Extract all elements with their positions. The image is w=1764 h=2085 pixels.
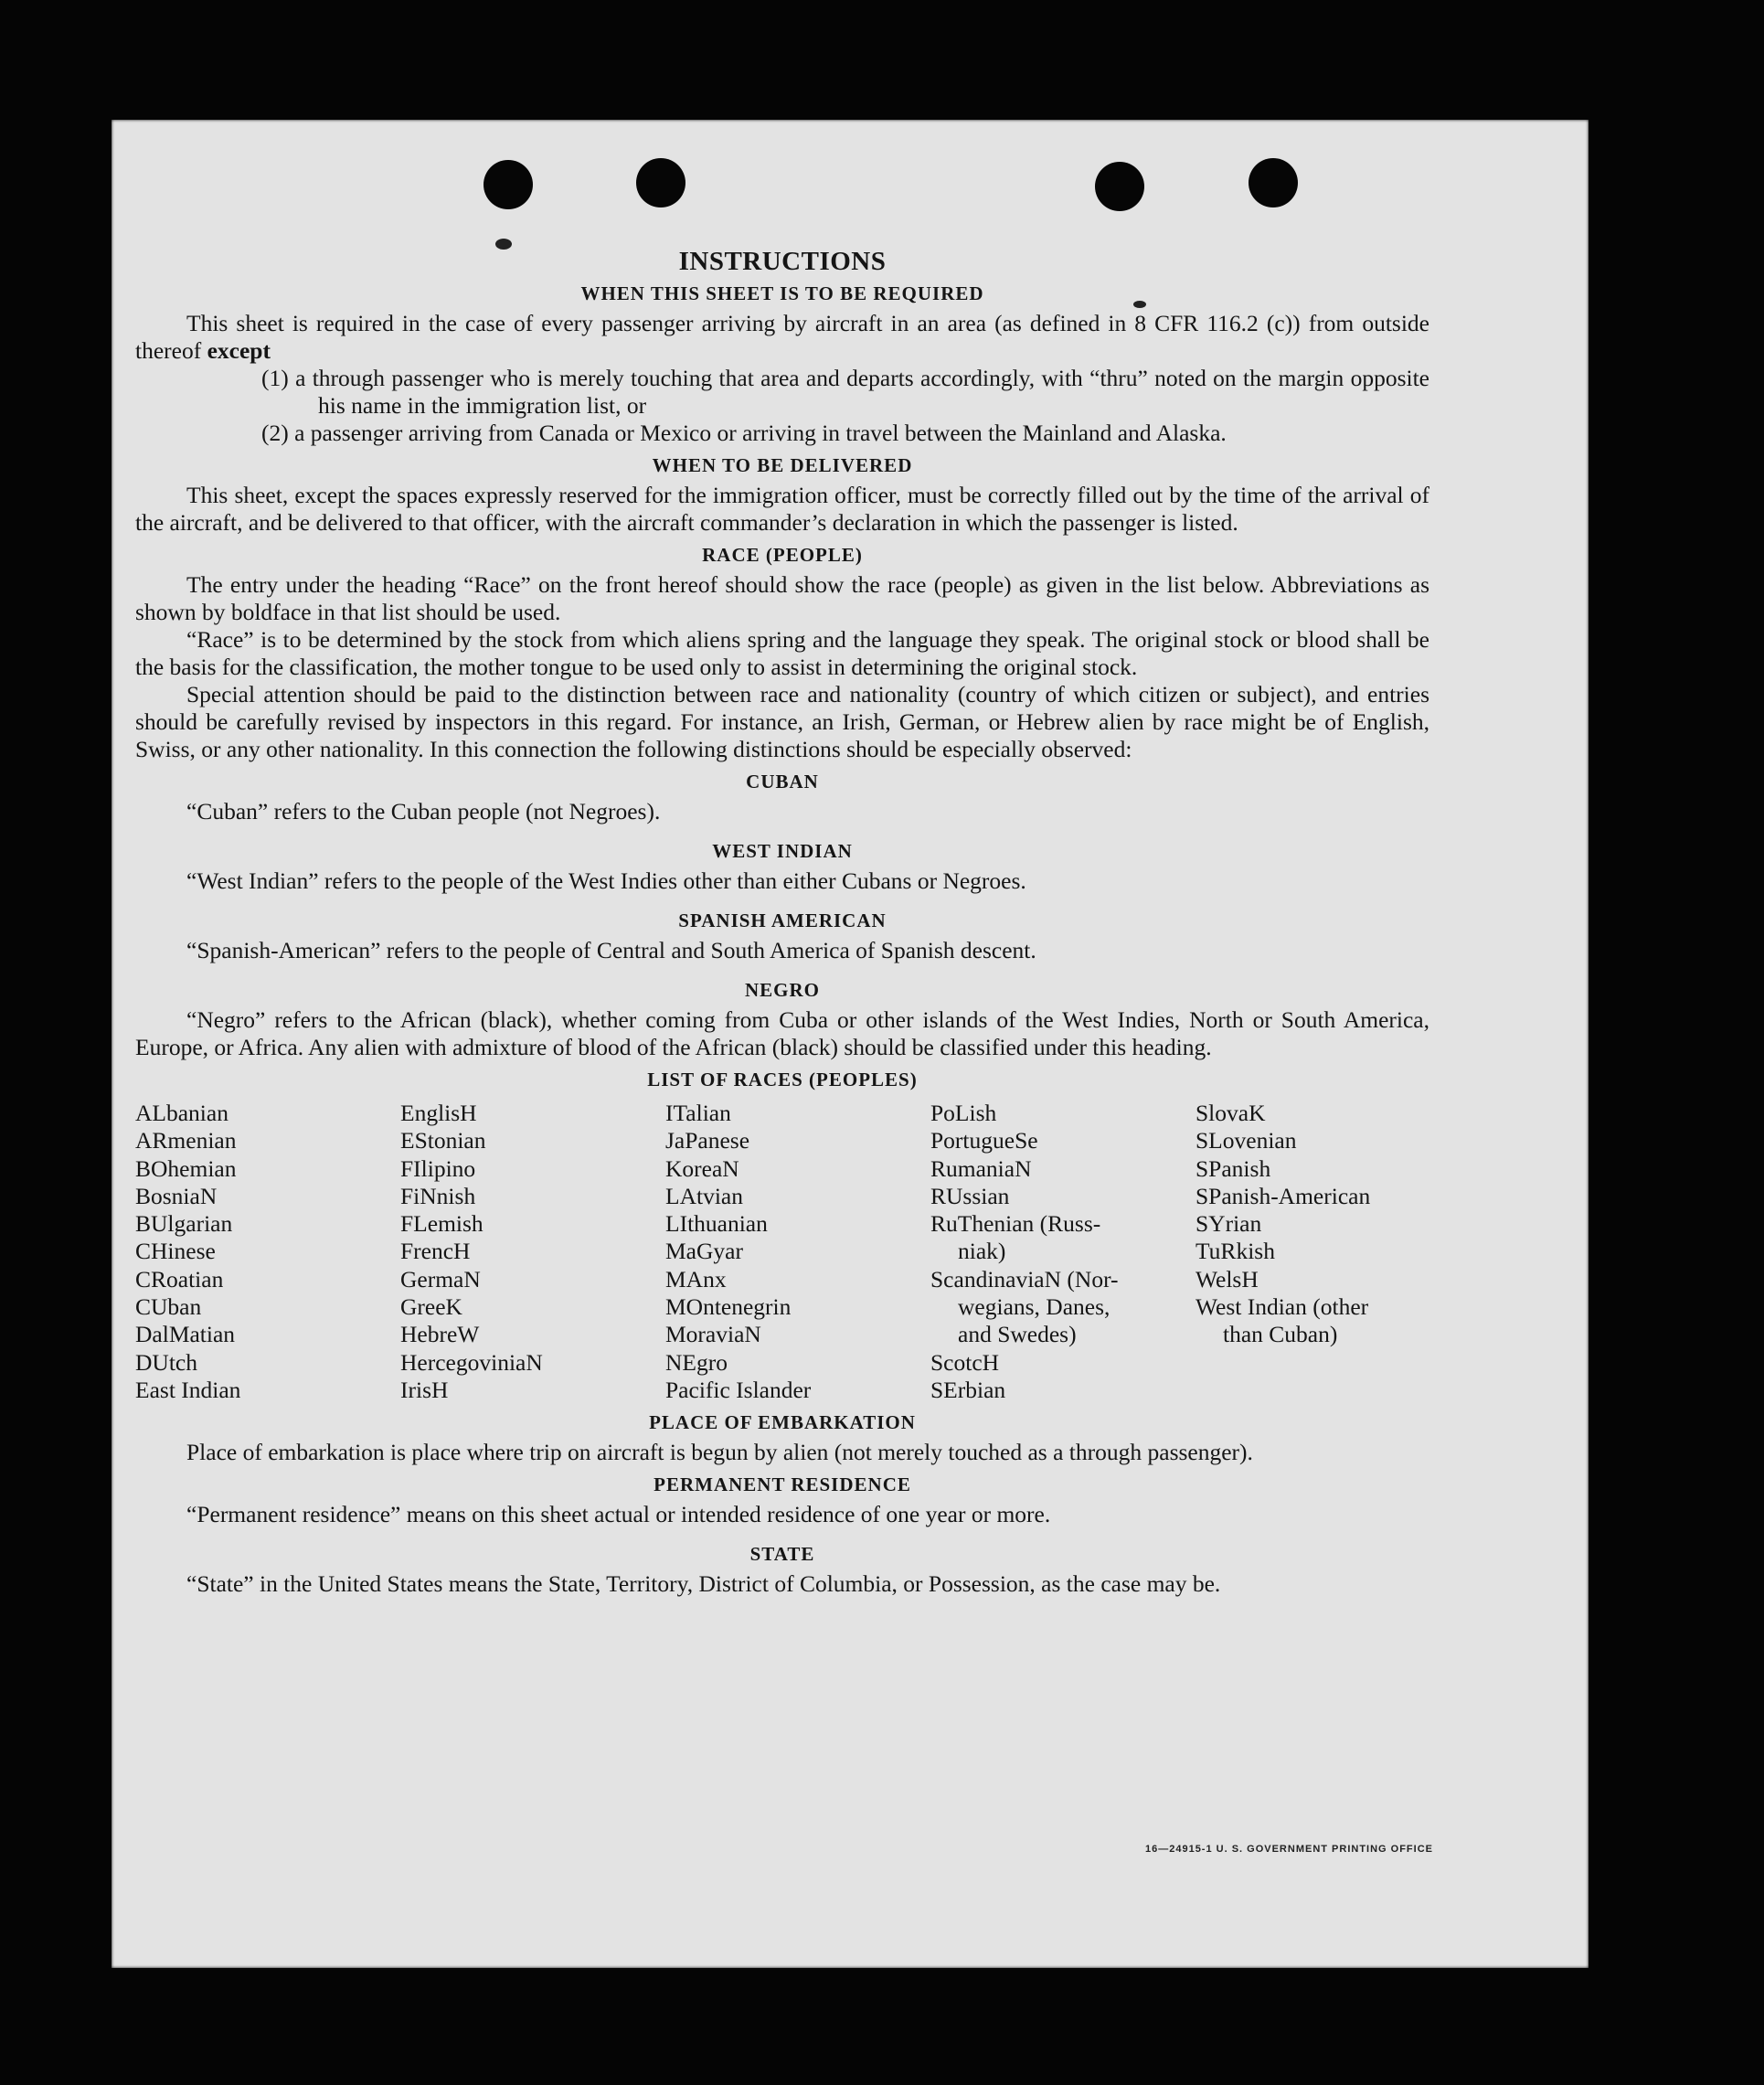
race-item: TuRkish [1195, 1238, 1275, 1265]
race-item: FrencH [400, 1238, 471, 1265]
race-column [400, 1100, 665, 1404]
race-column [665, 1100, 930, 1404]
race-item: ITalian [665, 1100, 731, 1126]
race-item: MAnx [665, 1265, 727, 1292]
race-item: PoLish [930, 1100, 997, 1126]
race-item: BOhemian [135, 1154, 237, 1182]
section-heading-required: WHEN THIS SHEET IS TO BE REQUIRED [580, 282, 984, 304]
race-item: HebreW [400, 1321, 480, 1348]
race-item: EStonian [400, 1127, 486, 1154]
punch-hole [484, 160, 533, 209]
instructions-body [135, 248, 1429, 1598]
race-item: GermaN [400, 1265, 481, 1292]
race-item: MaGyar [665, 1238, 743, 1265]
section-heading-state: STATE [749, 1543, 815, 1566]
section-heading-spanish-american: SPANISH AMERICAN [678, 910, 887, 931]
section-heading-residence: PERMANENT RESIDENCE [654, 1473, 911, 1496]
race-paragraph: The entry under the heading “Race” on the front hereof should show the race (people) as given in the list below. Abbreviations as shown by boldface in that list should be used. [135, 571, 1429, 625]
race-item: and Swedes) [958, 1321, 1077, 1348]
punch-hole [636, 158, 685, 207]
race-item: WelsH [1195, 1265, 1259, 1292]
race-item: SErbian [930, 1376, 1006, 1403]
west-indian-paragraph: “West Indian” refers to the people of the West Indies other than either Cubans or Negroes. [186, 867, 1026, 894]
race-item: PortugueSe [930, 1127, 1038, 1154]
race-item: SYrian [1195, 1210, 1262, 1238]
section-heading-delivered: WHEN TO BE DELIVERED [652, 454, 913, 476]
race-item: RUssian [930, 1182, 1010, 1209]
residence-paragraph: “Permanent residence” means on this sheet actual or intended residence of one year or more. [186, 1501, 1051, 1528]
race-item: ARmenian [135, 1127, 237, 1154]
race-item: LIthuanian [665, 1210, 768, 1238]
race-item: CRoatian [135, 1265, 224, 1292]
race-item: BUlgarian [135, 1210, 233, 1238]
race-item: NEgro [665, 1348, 728, 1376]
race-item: DalMatian [135, 1321, 236, 1348]
race-item: MOntenegrin [665, 1293, 792, 1321]
section-heading-cuban: CUBAN [746, 771, 819, 793]
exception-item: (2) a passenger arriving from Canada or Mexico or arriving in travel between the Mainland and Alaska. [261, 420, 1227, 446]
race-item: than Cuban) [1223, 1321, 1338, 1348]
race-item: West Indian (other [1195, 1293, 1369, 1321]
exception-item: (1) a through passenger who is merely touching that area and departs accordingly, with “thru” noted on the margin opposite his name in the immigration list, or [261, 365, 1429, 419]
race-paragraph: “Race” is to be determined by the stock from which aliens spring and the language they speak. The original stock or blood shall be the basis for the classification, the mother tongue to be used only to assist in determining the original stock. [135, 626, 1429, 680]
race-item: EnglisH [400, 1100, 477, 1126]
race-item: ScandinaviaN (Nor- [930, 1265, 1119, 1292]
section-heading-list: LIST OF RACES (PEOPLES) [647, 1069, 918, 1090]
race-item: BosniaN [135, 1182, 218, 1209]
required-text: This sheet is required in the case of every passenger arriving by aircraft in an area (as defined in 8 CFR 116.2 (c)) from outside thereof [135, 310, 1429, 364]
state-paragraph: “State” in the United States means the State, Territory, District of Columbia, or Possession, as the case may be. [186, 1570, 1221, 1598]
race-item: JaPanese [665, 1127, 750, 1154]
section-heading-negro: NEGRO [744, 979, 820, 1001]
race-item: ScotcH [930, 1348, 1000, 1376]
cuban-paragraph: “Cuban” refers to the Cuban people (not Negroes). [186, 798, 661, 824]
race-list [135, 1100, 1429, 1404]
race-item: wegians, Danes, [958, 1293, 1110, 1321]
race-item: MoraviaN [665, 1321, 761, 1348]
page-title: INSTRUCTIONS [678, 247, 887, 276]
delivered-paragraph: This sheet, except the spaces expressly reserved for the immigration officer, must be correctly filled out by the time of the arrival of the aircraft, and be delivered to that officer, with the aircraft commander’s declaration in which the passenger is listed. [135, 482, 1429, 536]
printer-code: 16—24915-1 U. S. GOVERNMENT PRINTING OFFICE [1144, 1844, 1433, 1855]
race-item: IrisH [400, 1376, 449, 1403]
race-column [930, 1100, 1195, 1404]
section-heading-embarkation: PLACE OF EMBARKATION [649, 1411, 916, 1434]
race-item: SLovenian [1195, 1127, 1297, 1154]
race-item: DUtch [135, 1348, 197, 1376]
race-item: LAtvian [665, 1182, 743, 1209]
required-except: except [207, 337, 271, 364]
race-item: CHinese [135, 1238, 216, 1265]
embarkation-paragraph: Place of embarkation is place where trip on aircraft is begun by alien (not merely touched as a through passenger). [186, 1439, 1253, 1466]
required-paragraph [135, 310, 1429, 365]
race-item: CUban [135, 1293, 202, 1321]
race-item: HercegoviniaN [400, 1348, 543, 1376]
section-heading-west-indian: WEST INDIAN [712, 840, 853, 862]
section-heading-race: RACE (PEOPLE) [702, 544, 863, 566]
race-column [1195, 1100, 1451, 1404]
spanish-american-paragraph: “Spanish-American” refers to the people of Central and South America of Spanish descent. [186, 937, 1036, 963]
instruction-sheet [112, 120, 1589, 1968]
race-item: FLemish [400, 1210, 484, 1238]
race-item: GreeK [400, 1293, 462, 1321]
race-item: SPanish [1195, 1154, 1271, 1182]
race-item: East Indian [135, 1376, 241, 1403]
race-column [135, 1100, 400, 1404]
race-item: RuThenian (Russ- [930, 1210, 1101, 1238]
race-item: Pacific Islander [665, 1376, 812, 1403]
race-item: RumaniaN [930, 1154, 1032, 1182]
race-item: niak) [958, 1238, 1006, 1265]
race-item: KoreaN [665, 1154, 739, 1182]
punch-hole [1249, 158, 1298, 207]
race-item: FiNnish [400, 1182, 476, 1209]
race-item: ALbanian [135, 1100, 228, 1126]
negro-paragraph: “Negro” refers to the African (black), whether coming from Cuba or other islands of the West Indies, North or South America, Europe, or Africa. Any alien with admixture of blood of the African (black) should be classified under this heading. [135, 1006, 1429, 1060]
race-paragraph: Special attention should be paid to the distinction between race and nationality (country of which citizen or subject), and entries should be carefully revised by inspectors in this regard. For instance, an Irish, German, or Hebrew alien by race might be of English, Swiss, or any other nationality. In this connection the following distinctions should be especially observed: [135, 681, 1429, 762]
race-item: SlovaK [1195, 1100, 1266, 1126]
punch-hole [1095, 162, 1144, 211]
race-item: FIlipino [400, 1154, 476, 1182]
race-item: SPanish-American [1195, 1182, 1371, 1209]
